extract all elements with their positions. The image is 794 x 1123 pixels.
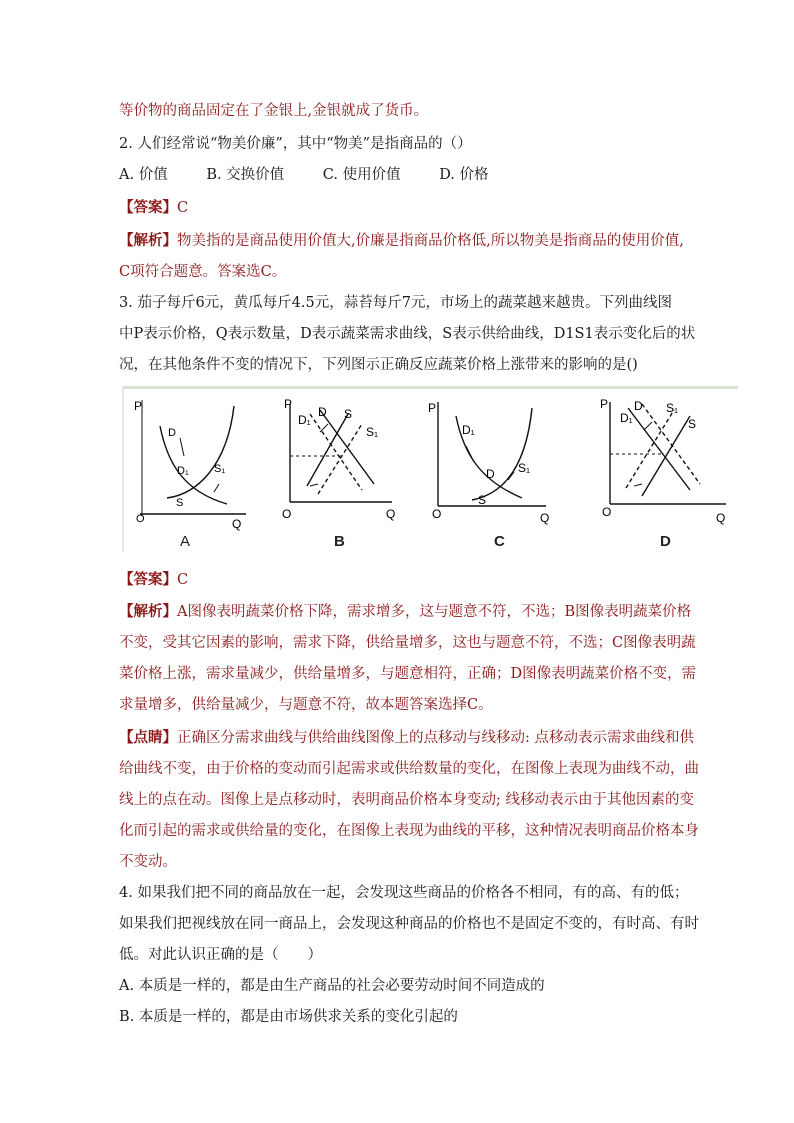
- question-4-option-a: A. 本质是一样的，都是由生产商品的社会必要劳动时间不同造成的: [119, 978, 545, 994]
- graph-d-axis-q: Q: [716, 511, 726, 525]
- graph-a-label: D₁: [177, 465, 189, 477]
- key-point-text: 不变动。: [119, 854, 177, 870]
- graph-b-axis-p: P: [284, 397, 293, 411]
- graph-d-origin: O: [602, 505, 612, 519]
- graph-b-origin: O: [282, 507, 292, 521]
- graph-b-label: D: [318, 405, 327, 419]
- graph-d-label: S₁: [666, 401, 679, 415]
- key-point-text: 化而引起的需求或供给量的变化，在图像上表现为曲线的平移，这种情况表明商品价格本身: [119, 823, 699, 839]
- option-b: B. 交换价值: [206, 167, 285, 183]
- graph-a-axis-q: Q: [232, 517, 242, 531]
- question-4: 如果我们把视线放在同一商品上，会发现这种商品的价格也不是固定不变的，有时高、有时: [119, 916, 699, 932]
- graph-a-label: S: [176, 497, 184, 509]
- question-3-answer: [119, 570, 188, 590]
- key-point-text: 线上的点在动。图像上是点移动时，表明商品价格本身变动; 线移动表示由于其他因素的变: [119, 792, 694, 808]
- question-2-options: [119, 165, 523, 185]
- graph-c-label: D₁: [462, 423, 475, 437]
- explanation-text: 不变，受其它因素的影响，需求下降，供给量增多，这也与题意不符，不选；C图像表明蔬: [119, 635, 696, 651]
- explanation-text: C项符合题意。答案选C。: [119, 264, 287, 280]
- question-3: 中P表示价格，Q表示数量，D表示蔬菜需求曲线，S表示供给曲线，D1S1表示变化后的状: [119, 326, 696, 342]
- question-4: 4. 如果我们把不同的商品放在一起，会发现这些商品的价格各不相同，有的高、有的低；: [119, 885, 689, 901]
- option-c: C. 使用价值: [322, 167, 401, 183]
- graph-a-label: D: [168, 427, 176, 439]
- graph-b-label: D₁: [298, 413, 311, 427]
- text-line: 等价物的商品固定在了金银上,金银就成了货币。: [119, 103, 429, 119]
- question-3-explanation: [119, 602, 691, 622]
- graph-d-caption: D: [660, 533, 671, 550]
- graph-c-label: D: [486, 467, 495, 481]
- option-d: D. 价格: [439, 167, 489, 183]
- explanation-text: 求量增多，供给量减少，与题意不符，故本题答案选择C。: [119, 697, 493, 713]
- key-point-text: 正确区分需求曲线与供给曲线图像上的点移动与线移动: 点移动表示需求曲线和供: [177, 730, 694, 746]
- graph-b-label: S₁: [366, 425, 379, 439]
- question-2: 2. 人们经常说“物美价廉”，其中“物美”是指商品的（）: [119, 136, 472, 152]
- answer-value: C: [177, 200, 189, 216]
- graph-a-caption: A: [180, 533, 191, 550]
- answer-tag: 【答案】: [119, 571, 177, 588]
- answer-value: C: [177, 572, 189, 588]
- graph-c-label: S₁: [518, 461, 531, 475]
- graph-d-label: S: [688, 417, 697, 431]
- graph-b-axis-q: Q: [386, 507, 396, 521]
- question-2-answer: [119, 198, 188, 218]
- graph-d-axis-p: P: [600, 397, 609, 411]
- key-point-text: 给曲线不变，由于价格的变动而引起需求或供给数量的变化，在图像上表现为曲线不动，曲: [119, 761, 699, 777]
- figure-svg: [122, 386, 738, 552]
- question-3: 况，在其他条件不变的情况下，下列图示正确反应蔬菜价格上涨带来的影响的是(): [119, 357, 638, 373]
- graph-b-caption: B: [334, 533, 345, 550]
- key-point-tag: 【点睛】: [119, 729, 177, 746]
- graph-d-label: D: [634, 399, 643, 413]
- explanation-text: A图像表明蔬菜价格下降，需求增多，这与题意不符，不选；B图像表明蔬菜价格: [177, 604, 692, 620]
- explanation-text: 物美指的是商品使用价值大,价廉是指商品价格低,所以物美是指商品的使用价值,: [177, 233, 684, 249]
- question-4: 低。对此认识正确的是（ ）: [119, 947, 322, 963]
- graph-c-axis-p: P: [428, 401, 437, 415]
- graph-c-label: S: [478, 493, 487, 507]
- graph-d-label: D₁: [620, 411, 633, 425]
- option-a: A. 价值: [119, 167, 168, 183]
- graph-b-label: S: [344, 407, 353, 421]
- supply-demand-figure: [122, 386, 738, 552]
- graph-c-caption: C: [494, 533, 505, 550]
- explanation-text: 菜价格上涨，需求量减少，供给量增多，与题意相符，正确；D图像表明蔬菜价格不变，需: [119, 666, 697, 682]
- question-3: 3. 茄子每斤6元，黄瓜每斤4.5元，蒜苔每斤7元，市场上的蔬菜越来越贵。下列曲线图: [119, 295, 672, 311]
- analysis-tag: 【解析】: [119, 603, 177, 620]
- question-2-explanation: [119, 231, 684, 251]
- graph-a-axis-p: P: [134, 399, 143, 413]
- key-point: [119, 728, 694, 748]
- graph-c-axis-q: Q: [540, 511, 550, 525]
- question-4-option-b: B. 本质是一样的，都是由市场供求关系的变化引起的: [119, 1009, 458, 1025]
- graph-a-label: S₁: [214, 463, 226, 475]
- graph-c-origin: O: [432, 507, 442, 521]
- analysis-tag: 【解析】: [119, 232, 177, 249]
- graph-a-origin: O: [136, 513, 145, 525]
- answer-tag: 【答案】: [119, 199, 177, 216]
